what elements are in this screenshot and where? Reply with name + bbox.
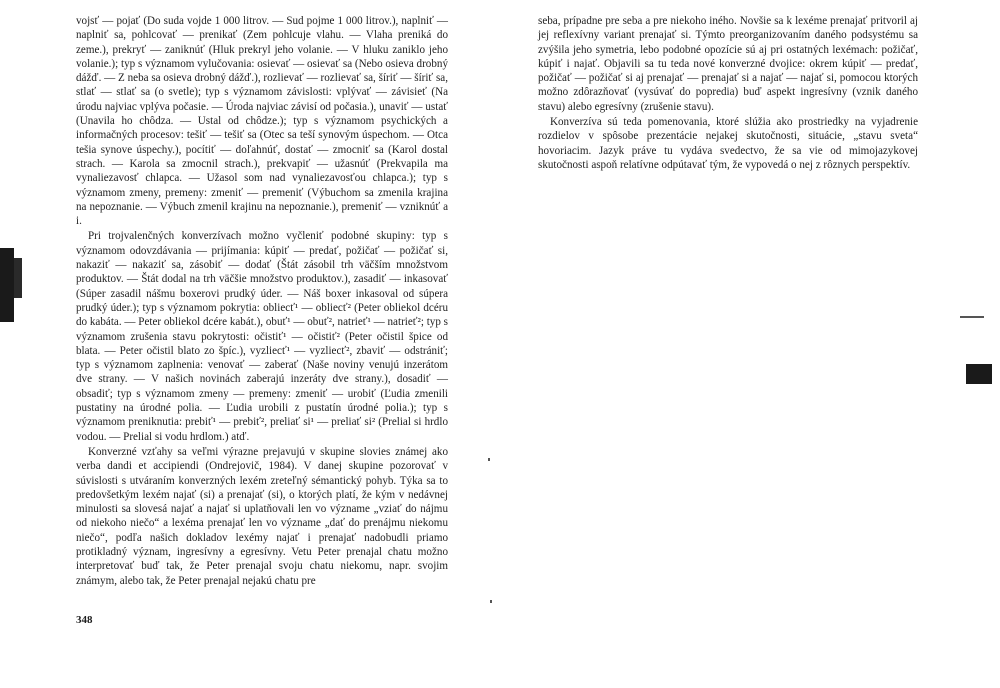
fold-speck [490,600,492,603]
left-paragraph-1: vojsť — pojať (Do suda vojde 1 000 litrov. — Sud pojme 1 000 litrov.), naplniť — naplniť sa, pohlcovať — prenikať (Zem pohlcuje vlahu. — Vlaha preniká do zeme.), prekryť — zaniknúť (Hluk prekryl jeho volanie. — V hluku zaniklo jeho volanie.); typ s významom vylučovania: osievať — osievať sa (Nebo osieva drobný dážď. — Z neba sa osieva drobný dážď.), rozlievať — rozlievať sa, šíriť — šíriť sa, stlať — stlať sa (o svetle); typ s významom závislosti: vplývať — závisieť (Na úrodu najviac vplýva počasie. — Úroda najviac závisí od počasia.), unaviť — ustať (Unavila ho chôdza. — Ustal od chôdze.); typ s významom psychických a informačných procesov: tešiť — tešiť sa (Otec sa teší synovým úspechom. — Otca tešia synove úspechy.), pocítiť — doľahnúť, dostať — zmocniť sa (Karol dostal strach. — Karola sa zmocnil strach.), prekvapiť — užasnúť (Prekvapila ma vynaliezavosť chlapca. — Užasol som nad vynaliezavosťou chlapca.); typ s významom zmeny, premeny: zmeniť — premeniť (Výbuchom sa zmenila krajina na nepoznanie. — Výbuch zmenil krajinu na nepoznanie.), premeniť — vzniknúť a i. [76,15,448,228]
left-paragraph-3: Konverzné vzťahy sa veľmi výrazne prejavujú v skupine slovies známej ako verba dandi et accipiendi (Ondrejovič, 1984). V danej skupine pozorovať v súvislosti s utváraním konverzných lexém zreteľný sémantický pohyb. Týka sa to predovšetkým lexém najať (si) a prenajať (si), o ktorých platí, že kým v nedávnej minulosti sa slovesá najať a najať si uplatňovali len vo význame „vziať do nájmu od niekoho niečo“ a lexéma prenajať len vo význame „dať do prenájmu niekomu niečo“, podľa našich dokladov lexémy najať i prenajať nadobudli priamo protikladný význam, ingresívny a egresívny. Vetu Peter prenajal chatu možno interpretovať buď tak, že Peter prenajal svoju chatu niekomu, napr. svojim známym, alebo tak, že Peter prenajal nejakú chatu pre [76,445,448,587]
right-page [538,14,918,172]
left-paragraph-2: Pri trojvalenčných konverzívach možno vyčleniť podobné skupiny: typ s významom odovzdávania — prijímania: kúpiť — predať, požičať — požičať si, nakaziť — nakaziť sa, zásobiť — dodať (Štát zásobil trh väčším množstvom produktov. — Štát dodal na trh väčšie množstvo produktov.), zasadiť — inkasovať (Súper zasadil nášmu boxerovi prudký úder. — Náš boxer inkasoval od súpera prudký úder.); typ s významom pokrytia: obliecť¹ — obliecť² (Peter obliekol dcéru do kabáta. — Peter obliekol dcére kabát.), obuť¹ — obuť², natrieť¹ — natrieť²; typ s významom zrušenia stavu pokrytosti: očistiť¹ — očistiť² (Peter očistil špice od blata. — Peter očistil blato zo špíc.), vyzliecť¹ — vyzliecť², zbaviť — odstrániť; typ s významom zaplnenia: venovať — zaberať (Naše noviny venujú inzerátom dve strany. — V našich novinách zaberajú inzeráty dve strany.), dosadiť — obsadiť; typ s významom zmeny — premeny: zmeniť — urobiť (Ľudia zmenili pustatiny na úrodné polia. — Ľudia urobili z pustatín úrodné polia.); typ s významom preniknutia: prebiť¹ — prebiť², preliať si¹ — preliať si² (Prelial si hrdlo vodou. — Prelial si vodu hrdlom.) atď. [76,230,448,443]
fold-speck [488,458,490,461]
scan-artifact-right-line [960,316,984,318]
scan-artifact-left [0,248,14,322]
left-page [76,14,448,588]
right-paragraph-1: seba, prípadne pre seba a pre niekoho iného. Novšie sa k lexéme prenajať pritvoril aj jej reflexívny variant prenajať si. Týmto preorganizovaním daného podsystému sa zvýšila jeho symetria, lebo podobné opozície sú aj pri ostatných lexémach: požičať, kúpiť i najať. Objavili sa tu teda nové konverzné dvojice: okrem kúpiť — predať, požičať — požičať si aj prenajať — prenajať si a najať — najať si, pomocou ktorých možno zdôrazňovať (vysúvať do popredia) buď aspekt ingresívny (vznik daného stavu) alebo egresívny (zrušenie stavu). [538,15,918,113]
scan-artifact-right [966,364,992,384]
right-paragraph-2: Konverzíva sú teda pomenovania, ktoré slúžia ako prostriedky na vyjadrenie rozdielov v spôsobe prezentácie nejakej skutočnosti, situácie, „stavu sveta“ hovoriacim. Jazyk práve tu vydáva svedectvo, že sa vie od mimojazykovej skutočnosti aspoň relatívne odpútavať tým, že vypovedá o nej z rôznych perspektív. [538,116,918,171]
page-number: 348 [76,614,93,626]
